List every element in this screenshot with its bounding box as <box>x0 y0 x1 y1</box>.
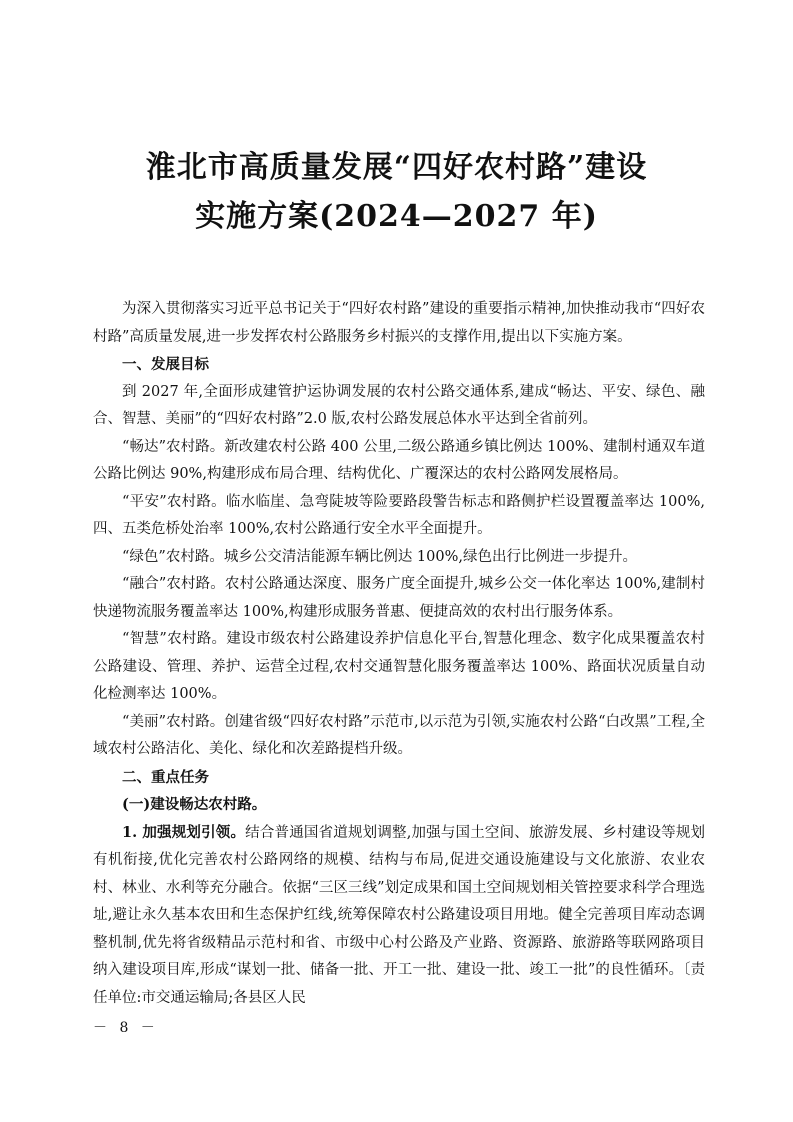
item-1-paragraph <box>93 819 705 1013</box>
zhihui-paragraph: “智慧”农村路。建设市级农村公路建设养护信息化平台,智慧化理念、数字化成果覆盖农村公路建设、管理、养护、运营全过程,农村交通智慧化服务覆盖率达 100%、路面状况质量自动化检测率达 100%。 <box>93 631 705 702</box>
document-body <box>93 296 705 1012</box>
item-1-lead: 1. 加强规划引领。 <box>122 823 246 841</box>
document-title-line-2: 实施方案(2024—2027 年) <box>195 199 598 234</box>
ronghe-paragraph: “融合”农村路。农村公路通达深度、服务广度全面提升,城乡公交一体化率达 100%,建制村快递物流服务覆盖率达 100%,构建形成服务普惠、便捷高效的农村出行服务体系。 <box>93 576 705 620</box>
meili-paragraph: “美丽”农村路。创建省级“四好农村路”示范市,以示范为引领,实施农村公路“白改黑”工程,全域农村公路洁化、美化、绿化和次差路提档升级。 <box>93 713 705 757</box>
pingan-paragraph: “平安”农村路。临水临崖、急弯陡坡等险要路段警告标志和路侧护栏设置覆盖率达 100%,四、五类危桥处治率 100%,农村公路通行安全水平全面提升。 <box>93 493 705 537</box>
document-title-line-1: 淮北市高质量发展“四好农村路”建设 <box>145 150 648 185</box>
changda-paragraph: “畅达”农村路。新改建农村公路 400 公里,二级公路通乡镇比例达 100%、建制村通双车道公路比例达 90%,构建形成布局合理、结构优化、广覆深达的农村公路网发展格局。 <box>93 438 705 482</box>
lvse-paragraph: “绿色”农村路。城乡公交清洁能源车辆比例达 100%,绿色出行比例进一步提升。 <box>122 548 637 565</box>
intro-paragraph: 为深入贯彻落实习近平总书记关于“四好农村路”建设的重要指示精神,加快推动我市“四好农村路”高质量发展,进一步发挥农村公路服务乡村振兴的支撑作用,提出以下实施方案。 <box>93 301 705 345</box>
subsection-heading-changda: (一)建设畅达农村路。 <box>122 796 267 813</box>
goal-paragraph: 到 2027 年,全面形成建管护运协调发展的农村公路交通体系,建成“畅达、平安、绿色、融合、智慧、美丽”的“四好农村路”2.0 版,农村公路发展总体水平达到全省前列。 <box>93 383 705 427</box>
item-1-text: 结合普通国省道规划调整,加强与国土空间、旅游发展、乡村建设等规划有机衔接,优化完善农村公路网络的规模、结构与布局,促进交通设施建设与文化旅游、农业农村、林业、水利等充分融合。依据“三区三线”划定成果和国土空间规划相关管控要求科学合理选址,避让永久基本农田和生态保护红线,统筹保障农村公路建设项目用地。健全完善项目库动态调整机制,优先将省级精品示范村和省、市级中心村公路及产业路、资源路、旅游路等联网路项目纳入建设项目库,形成“谋划一批、储备一批、开工一批、建设一批、竣工一批”的良性循环。〔责任单位:市交通运输局;各县区人民 <box>93 824 706 1006</box>
page-number: － 8 － <box>93 1020 159 1036</box>
section-heading-goals: 一、发展目标 <box>122 356 209 373</box>
section-heading-tasks: 二、重点任务 <box>122 768 209 786</box>
